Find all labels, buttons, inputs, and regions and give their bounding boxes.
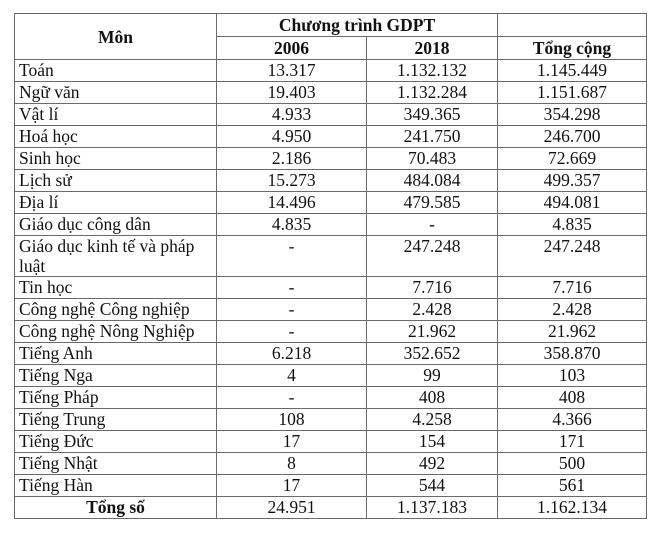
value-total-cell: 103 bbox=[498, 365, 647, 387]
value-2006-cell: 8 bbox=[217, 453, 367, 475]
table-row bbox=[15, 214, 647, 236]
value-total-cell: 4.366 bbox=[498, 409, 647, 431]
value-2006-cell: - bbox=[217, 277, 367, 299]
value-total-cell: 358.870 bbox=[498, 343, 647, 365]
value-2018-cell: 247.248 bbox=[367, 236, 498, 277]
total-column-header: Tổng cộng bbox=[498, 37, 647, 60]
value-total-cell: 246.700 bbox=[498, 126, 647, 148]
value-2006-cell: 15.273 bbox=[217, 170, 367, 192]
grand-total: 1.162.134 bbox=[498, 497, 647, 519]
table-row bbox=[15, 126, 647, 148]
subject-cell: Địa lí bbox=[15, 192, 217, 214]
value-2006-cell: 4.835 bbox=[217, 214, 367, 236]
table-row bbox=[15, 343, 647, 365]
value-2018-cell: 408 bbox=[367, 387, 498, 409]
table-row bbox=[15, 277, 647, 299]
value-2006-cell: 14.496 bbox=[217, 192, 367, 214]
value-total-cell: 408 bbox=[498, 387, 647, 409]
subject-cell: Hoá học bbox=[15, 126, 217, 148]
table-row bbox=[15, 82, 647, 104]
value-2006-cell: 4.950 bbox=[217, 126, 367, 148]
subject-cell: Ngữ văn bbox=[15, 82, 217, 104]
table-row bbox=[15, 170, 647, 192]
value-2018-cell: 479.585 bbox=[367, 192, 498, 214]
subject-cell: Sinh học bbox=[15, 148, 217, 170]
value-2018-cell: 352.652 bbox=[367, 343, 498, 365]
empty-header-cell bbox=[498, 14, 647, 37]
value-2006-cell: - bbox=[217, 387, 367, 409]
value-2018-cell: 544 bbox=[367, 475, 498, 497]
value-total-cell: 500 bbox=[498, 453, 647, 475]
value-2006-cell: 17 bbox=[217, 431, 367, 453]
subject-cell: Tin học bbox=[15, 277, 217, 299]
value-total-cell: 4.835 bbox=[498, 214, 647, 236]
subject-cell: Công nghệ Công nghiệp bbox=[15, 299, 217, 321]
value-2018-cell: 349.365 bbox=[367, 104, 498, 126]
table-row bbox=[15, 409, 647, 431]
header-row-1 bbox=[15, 14, 647, 37]
value-total-cell: 561 bbox=[498, 475, 647, 497]
value-2018-cell: 1.132.132 bbox=[367, 60, 498, 82]
subject-cell: Tiếng Hàn bbox=[15, 475, 217, 497]
value-2018-cell: 1.132.284 bbox=[367, 82, 498, 104]
value-2018-cell: 70.483 bbox=[367, 148, 498, 170]
subject-cell: Công nghệ Nông Nghiệp bbox=[15, 321, 217, 343]
value-total-cell: 2.428 bbox=[498, 299, 647, 321]
table-row bbox=[15, 60, 647, 82]
value-total-cell: 1.151.687 bbox=[498, 82, 647, 104]
total-2006: 24.951 bbox=[217, 497, 367, 519]
subject-cell: Giáo dục kinh tế và pháp luật bbox=[15, 236, 217, 277]
value-2018-cell: 484.084 bbox=[367, 170, 498, 192]
value-2006-cell: 6.218 bbox=[217, 343, 367, 365]
value-2006-cell: 4 bbox=[217, 365, 367, 387]
value-2018-cell: 492 bbox=[367, 453, 498, 475]
program-group-header: Chương trình GDPT bbox=[217, 14, 498, 37]
value-total-cell: 7.716 bbox=[498, 277, 647, 299]
subject-cell: Toán bbox=[15, 60, 217, 82]
value-2006-cell: - bbox=[217, 299, 367, 321]
subject-cell: Tiếng Nhật bbox=[15, 453, 217, 475]
table-row bbox=[15, 148, 647, 170]
value-2018-cell: 154 bbox=[367, 431, 498, 453]
exam-statistics-table bbox=[14, 13, 647, 519]
subject-cell: Tiếng Pháp bbox=[15, 387, 217, 409]
value-total-cell: 1.145.449 bbox=[498, 60, 647, 82]
value-2006-cell: - bbox=[217, 321, 367, 343]
table-row bbox=[15, 453, 647, 475]
value-2006-cell: 108 bbox=[217, 409, 367, 431]
value-2018-cell: 7.716 bbox=[367, 277, 498, 299]
value-2006-cell: 19.403 bbox=[217, 82, 367, 104]
subject-cell: Tiếng Anh bbox=[15, 343, 217, 365]
table-row bbox=[15, 431, 647, 453]
subject-cell: Lịch sử bbox=[15, 170, 217, 192]
subject-cell: Vật lí bbox=[15, 104, 217, 126]
year-2018-header: 2018 bbox=[367, 37, 498, 60]
subject-cell: Tiếng Đức bbox=[15, 431, 217, 453]
value-2006-cell: 17 bbox=[217, 475, 367, 497]
subject-cell: Tiếng Trung bbox=[15, 409, 217, 431]
table-row bbox=[15, 365, 647, 387]
total-row bbox=[15, 497, 647, 519]
subject-cell: Giáo dục công dân bbox=[15, 214, 217, 236]
total-2018: 1.137.183 bbox=[367, 497, 498, 519]
value-total-cell: 72.669 bbox=[498, 148, 647, 170]
value-total-cell: 247.248 bbox=[498, 236, 647, 277]
value-total-cell: 499.357 bbox=[498, 170, 647, 192]
table-row bbox=[15, 475, 647, 497]
value-2018-cell: 241.750 bbox=[367, 126, 498, 148]
total-row-label: Tổng số bbox=[15, 497, 217, 519]
table-row bbox=[15, 104, 647, 126]
value-total-cell: 21.962 bbox=[498, 321, 647, 343]
table-row bbox=[15, 236, 647, 277]
value-2006-cell: 2.186 bbox=[217, 148, 367, 170]
value-2018-cell: 2.428 bbox=[367, 299, 498, 321]
subject-cell: Tiếng Nga bbox=[15, 365, 217, 387]
value-2018-cell: 21.962 bbox=[367, 321, 498, 343]
table-row bbox=[15, 387, 647, 409]
value-total-cell: 494.081 bbox=[498, 192, 647, 214]
table-row bbox=[15, 192, 647, 214]
value-2006-cell: - bbox=[217, 236, 367, 277]
subject-column-header: Môn bbox=[15, 14, 217, 60]
table-row bbox=[15, 299, 647, 321]
value-2018-cell: 99 bbox=[367, 365, 498, 387]
value-2018-cell: - bbox=[367, 214, 498, 236]
table-row bbox=[15, 321, 647, 343]
value-2006-cell: 4.933 bbox=[217, 104, 367, 126]
value-total-cell: 354.298 bbox=[498, 104, 647, 126]
year-2006-header: 2006 bbox=[217, 37, 367, 60]
value-2018-cell: 4.258 bbox=[367, 409, 498, 431]
value-total-cell: 171 bbox=[498, 431, 647, 453]
value-2006-cell: 13.317 bbox=[217, 60, 367, 82]
